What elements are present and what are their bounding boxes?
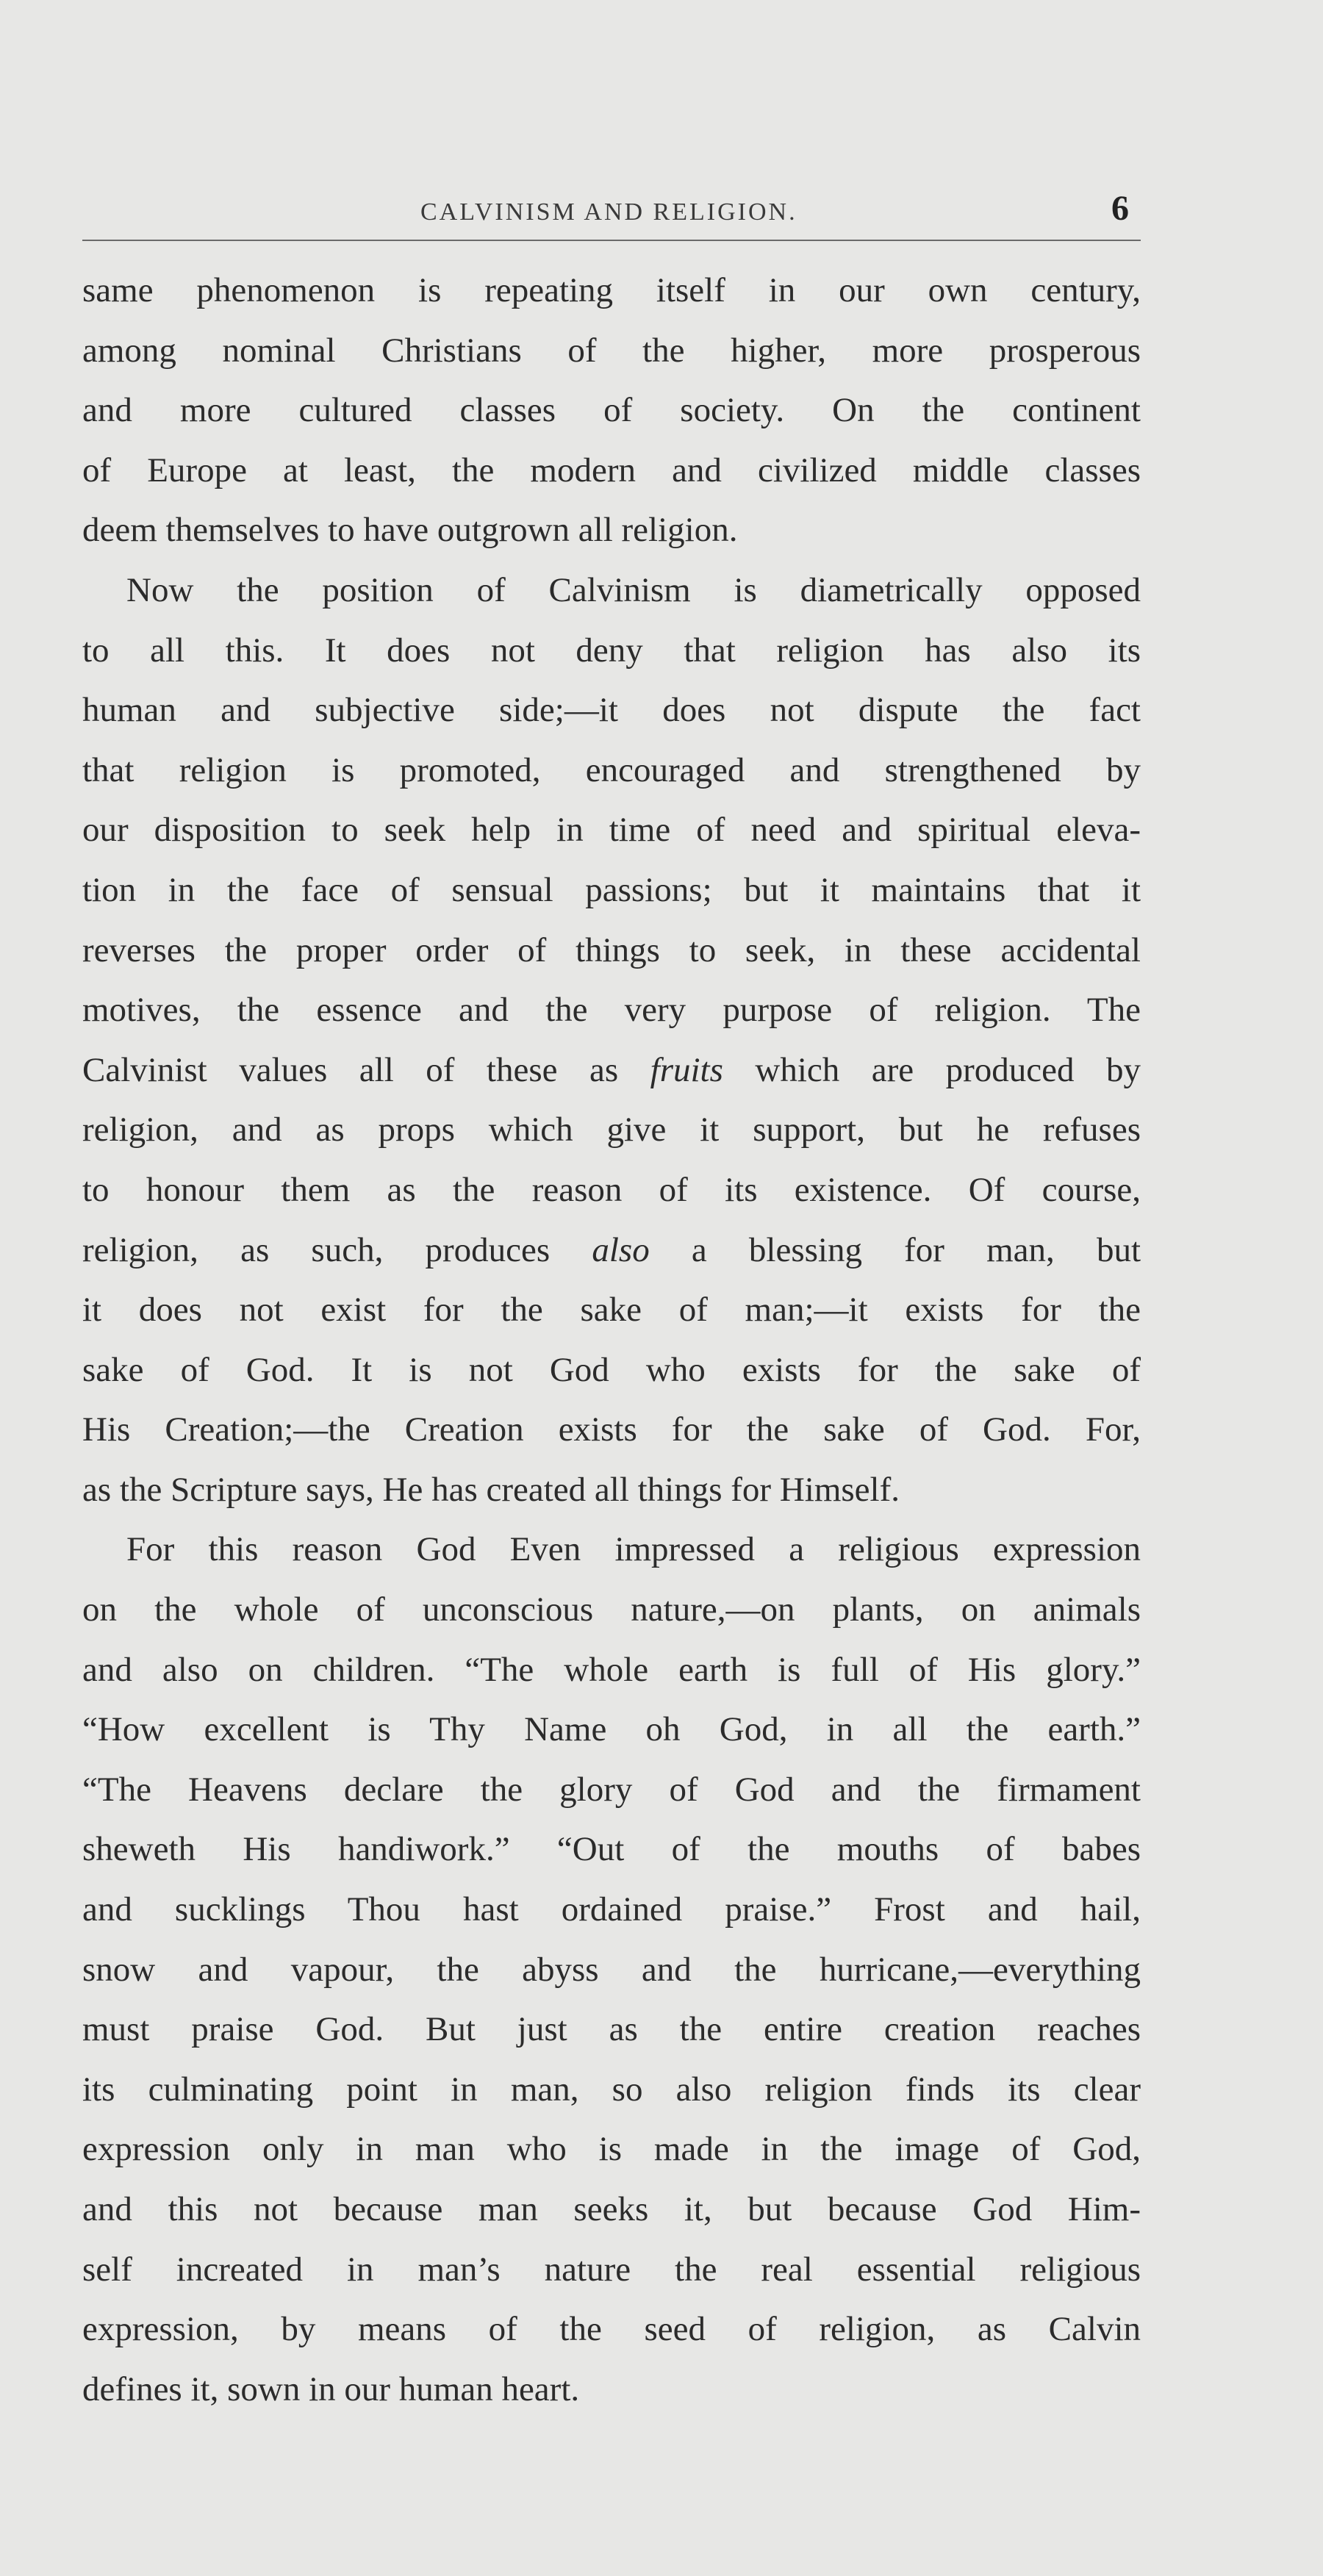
text-line-content: reverses the proper order of things to seek, in these accidental [82,930,1141,969]
text-line [82,2300,1141,2360]
text-line [82,1640,1141,1701]
text-line [82,1820,1141,1880]
text-line-content: self increated in man’s nature the real essential religious [82,2250,1141,2289]
text-line [82,561,1141,621]
italic-word: fruits [650,1050,723,1089]
text-line [82,2180,1141,2240]
text-line-content: its culminating point in man, so also religion finds its clear [82,2070,1141,2109]
text-line-continuation: which are produced by [755,1050,1141,1089]
text-line [82,2000,1141,2060]
text-line-content: “How excellent is Thy Name oh God, in all the earth.” [82,1710,1141,1749]
text-line-content: expression only in man who is made in the image of God, [82,2130,1141,2169]
text-line [82,321,1141,381]
text-line [82,2240,1141,2300]
text-line [82,1341,1141,1401]
body-text [82,261,1141,2419]
text-line [82,1221,1141,1281]
text-line-content: religion, and as props which give it support, but he refuses [82,1111,1141,1149]
text-line-content: religion, as such, produces [82,1230,551,1269]
text-line-content: that religion is promoted, encouraged and strengthened by [82,750,1141,789]
text-line [82,501,1141,561]
text-line-content: snow and vapour, the abyss and the hurricane,—everything [82,1950,1141,1989]
text-line [82,800,1141,861]
text-line [82,1520,1141,1580]
text-line [82,1160,1141,1221]
text-line-content: and this not because man seeks it, but because God Him- [82,2190,1141,2228]
header-rule [82,240,1141,241]
text-line-content: must praise God. But just as the entire creation reaches [82,2010,1141,2049]
text-line-content: on the whole of unconscious nature,—on plants, on animals [82,1590,1141,1629]
text-line [82,921,1141,981]
text-line [82,2060,1141,2120]
text-line-content: it does not exist for the sake of man;—it exists for the [82,1291,1141,1330]
text-line [82,1580,1141,1640]
text-line [82,2120,1141,2180]
text-line [82,980,1141,1041]
text-line-content: of Europe at least, the modern and civilized middle classes [82,451,1141,489]
text-line-content: to all this. It does not deny that religion has also its [82,631,1141,670]
text-line [82,861,1141,921]
text-line-content: same phenomenon is repeating itself in our own century, [82,271,1141,309]
text-line-content: among nominal Christians of the higher, more prosperous [82,331,1141,370]
text-line-content: “The Heavens declare the glory of God and the firmament [82,1770,1141,1809]
text-line [82,2360,1141,2420]
text-line-content: and sucklings Thou hast ordained praise.” Frost and hail, [82,1890,1141,1929]
text-line-content: sheweth His handiwork.” “Out of the mouths of babes [82,1830,1141,1869]
text-line-content: to honour them as the reason of its existence. Of course, [82,1170,1141,1209]
text-line [82,1280,1141,1341]
text-line [82,441,1141,501]
text-line-content: tion in the face of sensual passions; but it maintains that it [82,870,1141,909]
running-title: CALVINISM AND RELIGION. [420,198,797,226]
page-header [82,184,1141,235]
text-line-content: and also on children. “The whole earth is full of His glory.” [82,1650,1141,1689]
text-line [82,1940,1141,2001]
text-line-content: defines it, sown in our human heart. [82,2369,580,2408]
text-line [82,381,1141,441]
text-line-content: our disposition to seek help in time of need and spiritual eleva- [82,811,1141,850]
text-line-content: motives, the essence and the very purpose of religion. The [82,991,1141,1030]
text-line-content: expression, by means of the seed of religion, as Calvin [82,2310,1141,2349]
text-line-content: as the Scripture says, He has created all things for Himself. [82,1470,900,1509]
text-line-content: For this reason God Even impressed a religious expression [126,1530,1141,1569]
text-line [82,621,1141,681]
text-line [82,1700,1141,1760]
text-line-content: deem themselves to have outgrown all religion. [82,511,738,550]
text-line [82,1880,1141,1940]
text-line [82,681,1141,741]
page-number: 6 [1111,189,1129,228]
text-line-content: His Creation;—the Creation exists for the sake of God. For, [82,1410,1141,1449]
italic-word: also [592,1230,650,1269]
text-line-content: human and subjective side;—it does not dispute the fact [82,691,1141,730]
text-line [82,1460,1141,1521]
text-line [82,1400,1141,1460]
text-line-continuation: a blessing for man, but [691,1230,1141,1269]
text-line-content: Now the position of Calvinism is diametrically opposed [126,570,1141,609]
text-line [82,1760,1141,1820]
text-line [82,1100,1141,1160]
text-line-content: Calvinist values all of these as [82,1050,619,1089]
text-line-content: and more cultured classes of society. On the continent [82,391,1141,430]
text-line [82,741,1141,801]
text-line-content: sake of God. It is not God who exists for the sake of [82,1350,1141,1389]
text-line [82,261,1141,321]
text-line [82,1041,1141,1101]
